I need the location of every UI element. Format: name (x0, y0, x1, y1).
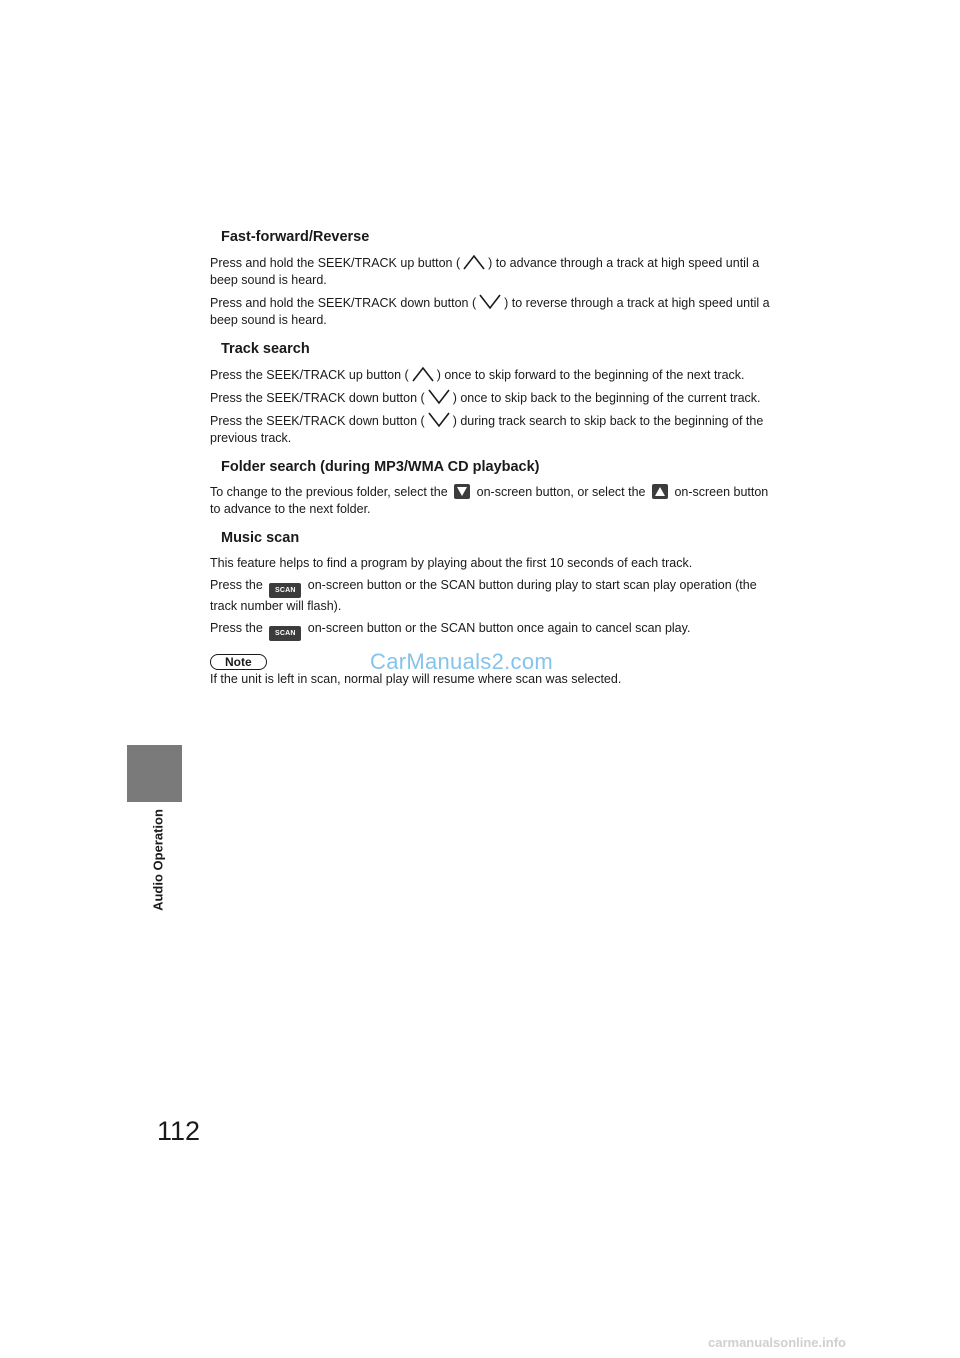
text: Press the (210, 621, 263, 635)
text: on-screen button or the SCAN button during play to start scan play operation (the track number will flash). (210, 578, 757, 613)
note-text: If the unit is left in scan, normal play will resume where scan was selected. (210, 672, 622, 686)
paragraph (210, 484, 775, 518)
chevron-down-icon (478, 294, 502, 310)
paragraph (210, 412, 775, 447)
scan-button-icon: SCAN (269, 583, 301, 598)
main-content (210, 229, 775, 693)
folder-down-button-icon (454, 484, 470, 499)
paragraph (210, 620, 775, 641)
section-title: Music scan (221, 530, 300, 546)
note-badge: Note (210, 654, 267, 670)
paragraph (210, 577, 775, 615)
paragraph: This feature helps to find a program by playing about the first 10 seconds of each track. (210, 556, 693, 570)
watermark-text: CarManuals2.com (370, 649, 554, 674)
section-folder-search (210, 459, 775, 518)
text: ) once to skip forward to the beginning of the next track. (436, 368, 745, 382)
text: To change to the previous folder, select the (210, 485, 448, 499)
text: on-screen button, or select the (476, 485, 646, 499)
chevron-down-icon (427, 412, 451, 428)
scan-button-icon: SCAN (269, 626, 301, 641)
text: ) during track search to skip back to the beginning of the previous track. (210, 414, 764, 445)
section-title: Fast-forward/Reverse (221, 229, 370, 245)
section-music-scan (210, 530, 775, 641)
paragraph (210, 389, 775, 407)
folder-up-button-icon (652, 484, 668, 499)
text: ) once to skip back to the beginning of the current track. (452, 391, 761, 405)
text: on-screen button or the SCAN button once again to cancel scan play. (307, 621, 691, 635)
page-number: 112 (157, 1116, 201, 1146)
chapter-tab (127, 745, 182, 802)
text: Press the SEEK/TRACK up button ( (210, 368, 409, 382)
text: on-screen button to advance to the next folder. (210, 485, 769, 516)
chevron-up-icon (462, 254, 486, 270)
section-title: Track search (221, 341, 310, 357)
chapter-label: Audio Operation (150, 809, 166, 911)
paragraph (210, 294, 775, 329)
text: ) to reverse through a track at high speed until a beep sound is heard. (210, 296, 770, 327)
text: Press and hold the SEEK/TRACK down button ( (210, 296, 477, 310)
text: Press the (210, 578, 263, 592)
text: Press the SEEK/TRACK down button ( (210, 391, 425, 405)
chevron-down-icon (427, 389, 451, 405)
paragraph (210, 366, 775, 384)
paragraph (210, 254, 775, 289)
note-block (210, 649, 775, 688)
section-track-search (210, 341, 775, 447)
text: Press and hold the SEEK/TRACK up button ( (210, 256, 461, 270)
text: ) to advance through a track at high speed until a beep sound is heard. (210, 256, 760, 287)
footer-watermark: carmanualsonline.info (708, 1335, 846, 1350)
section-title: Folder search (during MP3/WMA CD playback) (221, 459, 540, 475)
section-fast-forward (210, 229, 775, 329)
chevron-up-icon (411, 366, 435, 382)
text: Press the SEEK/TRACK down button ( (210, 414, 425, 428)
